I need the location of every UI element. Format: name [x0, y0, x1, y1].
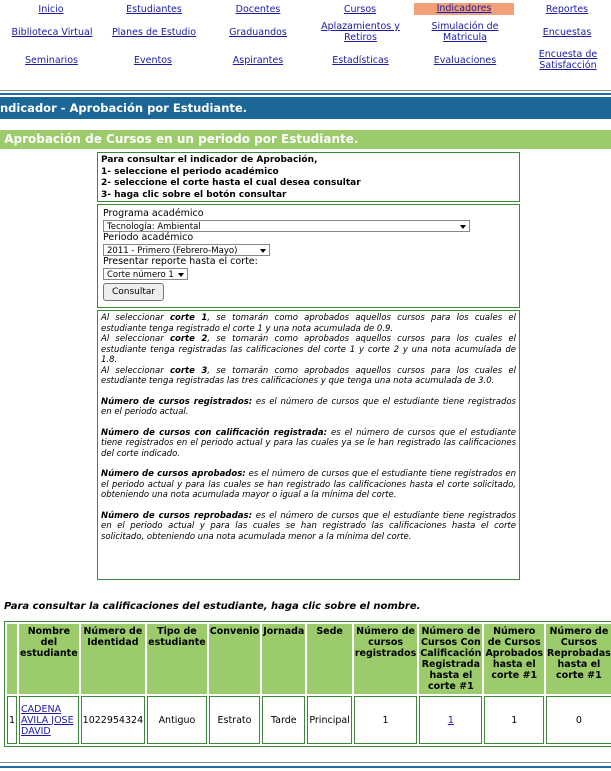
- nav-encuestas[interactable]: Encuestas: [542, 27, 592, 38]
- chevron-down-icon: [178, 273, 184, 277]
- nav-estudiantes[interactable]: Estudiantes: [126, 4, 182, 15]
- results-table: [4, 621, 611, 747]
- periodo-value: 2011 - Primero (Febrero-Mayo): [107, 246, 238, 256]
- nav-estadisticas[interactable]: Estadísticas: [332, 55, 389, 66]
- index-header: [7, 624, 17, 694]
- instruction-line: 3- haga clic sobre el botón consultar: [101, 189, 287, 200]
- col-header: Convenio: [209, 624, 260, 694]
- programa-label: Programa académico: [103, 208, 204, 219]
- divider: [0, 766, 611, 768]
- divider: [0, 90, 611, 91]
- nav-encuesta-de-satisfaccion[interactable]: Encuesta de Satisfacción: [538, 49, 598, 71]
- query-form: [97, 204, 520, 308]
- nav-simulacion-de-matricula[interactable]: Simulación de Matricula: [431, 21, 499, 43]
- nav-reportes[interactable]: Reportes: [545, 4, 589, 15]
- table-note: Para consultar la calificaciones del estudiante, haga clic sobre el nombre.: [4, 601, 421, 612]
- row-index: 1: [7, 696, 17, 744]
- instruction-line: Para consultar el indicador de Aprobación,: [101, 155, 318, 165]
- col-header: Número de Cursos Con Calificación Registrada hasta el corte #1: [420, 626, 482, 692]
- nav-inicio[interactable]: Inicio: [38, 4, 64, 15]
- nav-cursos[interactable]: Cursos: [343, 4, 377, 15]
- programa-select[interactable]: [103, 220, 470, 232]
- col-header: Tipo de estudiante: [147, 624, 207, 694]
- nav-indicadores[interactable]: Indicadores: [414, 3, 514, 15]
- periodo-label: Periodo académico: [103, 232, 194, 243]
- nav-aspirantes[interactable]: Aspirantes: [232, 55, 284, 66]
- section-title-text: Aprobación de Cursos en un periodo por Estudiante.: [4, 132, 359, 146]
- cell-jornada: Tarde: [262, 696, 305, 744]
- nav-eventos[interactable]: Eventos: [134, 55, 172, 66]
- nav-graduandos[interactable]: Graduandos: [229, 27, 287, 38]
- col-header: Número de Cursos Aprobados hasta el corte #1: [484, 624, 544, 694]
- cell-reprobados: 0: [546, 696, 611, 744]
- col-header: Sede: [307, 624, 351, 694]
- periodo-select[interactable]: [103, 244, 270, 256]
- nav-planes-de-estudio[interactable]: Planes de Estudio: [111, 27, 197, 38]
- section-title: [0, 130, 611, 149]
- help-panel: [97, 310, 520, 580]
- instructions-panel: [97, 152, 520, 202]
- col-header: Nombre del estudiante: [19, 624, 79, 694]
- programa-value: Tecnología: Ambiental: [107, 222, 201, 232]
- help-corte-3: Al seleccionar corte 3, se tomarán como aprobados aquellos cursos para los cuales el estudiante tenga registradas las tres calificaciones y que tenga una nota acumulada de 3.0.: [101, 365, 516, 386]
- corte-value: Corte número 1: [107, 270, 174, 280]
- col-header: Jornada: [262, 624, 305, 694]
- col-header: Número de cursos registrados: [354, 624, 417, 694]
- chevron-down-icon: [260, 249, 266, 253]
- chevron-down-icon: [460, 225, 466, 229]
- cell-id: 1022954324: [81, 696, 145, 744]
- page-title: ndicador - Aprobación por Estudiante.: [0, 97, 611, 119]
- cell-tipo: Antiguo: [147, 696, 207, 744]
- nav-evaluaciones[interactable]: Evaluaciones: [433, 55, 497, 66]
- cell-aprobados: 1: [484, 696, 544, 744]
- corte-select[interactable]: [103, 268, 188, 280]
- consultar-button[interactable]: Consultar: [103, 283, 164, 301]
- main-navigation: [0, 0, 611, 88]
- nav-biblioteca-virtual[interactable]: Biblioteca Virtual: [11, 27, 93, 38]
- help-def-con-calificacion: Número de cursos con calificación registrada: es el número de cursos que el estudiante tiene registrados en el periodo actual y para las cuales ya se le han registrado las calificaciones del corte indicado.: [101, 427, 516, 459]
- help-corte-1: Al seleccionar corte 1, se tomarán como aprobados aquellos cursos para los cuales el estudiante tenga registrado el corte 1 y una nota acumulada de 0.9.: [101, 313, 516, 334]
- nav-seminarios[interactable]: Seminarios: [25, 55, 78, 66]
- student-name-link[interactable]: CADENA AVILA JOSE DAVID: [21, 703, 74, 737]
- help-def-registrados: Número de cursos registrados: es el número de cursos que el estudiante tiene registrados en el periodo actual.: [101, 396, 516, 417]
- col-header: Número de Identidad: [81, 624, 145, 694]
- nav-docentes[interactable]: Docentes: [235, 4, 281, 15]
- help-def-reprobadas: Número de cursos reprobadas: es el número de cursos que el estudiante tiene registrados en el periodo actual y para las cuales se han registrado las calificaciones hasta el corte solicitado, obteniendo una nota acumulada menor a la mínima del corte.: [101, 510, 516, 542]
- divider: [0, 762, 611, 763]
- divider: [0, 93, 611, 95]
- con-calificacion-link[interactable]: 1: [447, 714, 454, 726]
- nav-aplazamientos-y-retiros[interactable]: Aplazamientos y Retiros: [321, 21, 400, 43]
- cell-registrados: 1: [354, 696, 417, 744]
- help-corte-2: Al seleccionar corte 2, se tomarán como aprobados aquellos cursos para los cuales el estudiante tenga registradas las calificaciones del corte 1 y corte 2 y una nota acumulada de 1.8.: [101, 334, 516, 365]
- cell-sede: Principal: [307, 696, 351, 744]
- corte-label: Presentar reporte hasta el corte:: [103, 256, 258, 267]
- col-header: Número de Cursos Reprobadas hasta el corte #1: [546, 624, 611, 694]
- help-def-aprobados: Número de cursos aprobados: es el número de cursos que el estudiante tiene registrados en el periodo actual y para las cuales se han registrado las calificaciones hasta el corte solicitado, obteniendo una nota acumulada mayor o igual a la mínima del corte.: [101, 469, 516, 500]
- table-row: [7, 696, 611, 744]
- cell-convenio: Estrato: [209, 696, 260, 744]
- instruction-line: 2- seleccione el corte hasta el cual desea consultar: [101, 178, 361, 188]
- instruction-line: 1- seleccione el periodo académico: [101, 166, 279, 177]
- table-header-row: [7, 624, 611, 694]
